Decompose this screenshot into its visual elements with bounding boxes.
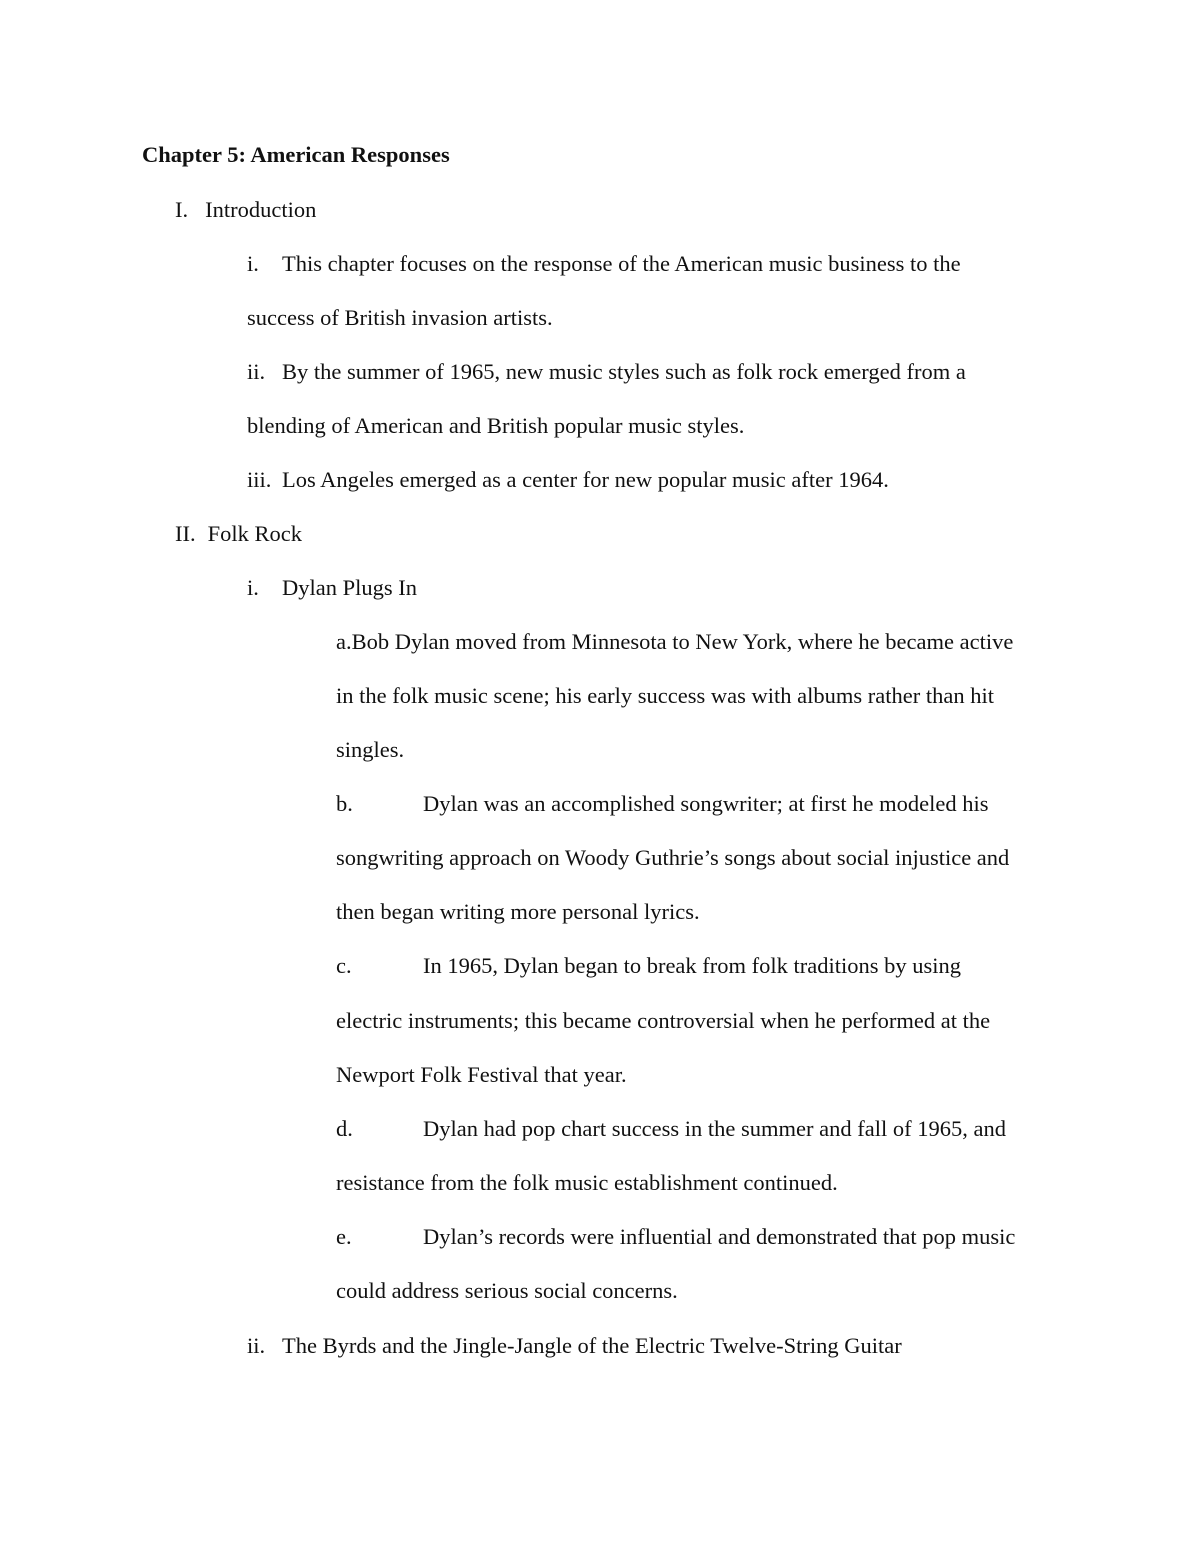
item-continuation: blending of American and British popular music styles. <box>247 413 745 438</box>
sub-item-text: Bob Dylan moved from Minnesota to New York, where he became active <box>351 629 1014 654</box>
item-marker: i. <box>247 251 259 276</box>
list-item <box>247 249 961 279</box>
sub-item-marker: e. <box>336 1224 352 1249</box>
section-heading-introduction <box>175 195 316 225</box>
sub-item-continuation: electric instruments; this became controversial when he performed at the <box>336 1008 991 1033</box>
sub-item <box>336 789 988 819</box>
sub-item-continuation: resistance from the folk music establishment continued. <box>336 1170 838 1195</box>
list-item <box>247 1331 902 1361</box>
sub-item-text: Dylan had pop chart success in the summer and fall of 1965, and <box>423 1116 1006 1141</box>
section-heading-text: Folk Rock <box>207 521 303 546</box>
item-text: This chapter focuses on the response of the American music business to the <box>282 251 961 276</box>
item-marker: ii. <box>247 1333 266 1358</box>
item-text: Dylan Plugs In <box>282 575 417 600</box>
item-continuation: success of British invasion artists. <box>247 305 553 330</box>
list-item <box>247 573 417 603</box>
sub-item-continuation: then began writing more personal lyrics. <box>336 899 700 924</box>
item-text: Los Angeles emerged as a center for new popular music after 1964. <box>282 467 889 492</box>
sub-item-marker: b. <box>336 791 353 816</box>
list-item <box>247 465 889 495</box>
sub-item-continuation: in the folk music scene; his early success was with albums rather than hit <box>336 683 994 708</box>
item-text: The Byrds and the Jingle-Jangle of the Electric Twelve-String Guitar <box>282 1333 902 1358</box>
item-marker: iii. <box>247 467 272 492</box>
section-heading-folk-rock <box>175 519 302 549</box>
section-heading-text: Introduction <box>205 197 317 222</box>
sub-item-marker: c. <box>336 953 352 978</box>
sub-item-continuation: songwriting approach on Woody Guthrie’s songs about social injustice and <box>336 845 1010 870</box>
sub-item <box>336 951 961 981</box>
sub-item-marker: a. <box>336 629 352 654</box>
sub-item-text: Dylan’s records were influential and demonstrated that pop music <box>423 1224 1016 1249</box>
sub-item <box>336 1222 1015 1252</box>
item-marker: ii. <box>247 359 266 384</box>
section-marker: II. <box>175 521 196 546</box>
sub-item-continuation: Newport Folk Festival that year. <box>336 1062 627 1087</box>
sub-item-text: Dylan was an accomplished songwriter; at first he modeled his <box>423 791 989 816</box>
item-text: By the summer of 1965, new music styles such as folk rock emerged from a <box>282 359 966 384</box>
sub-item <box>336 627 1013 657</box>
sub-item-marker: d. <box>336 1116 353 1141</box>
chapter-title: Chapter 5: American Responses <box>142 142 450 167</box>
section-marker: I. <box>175 197 189 222</box>
sub-item-continuation: singles. <box>336 737 405 762</box>
sub-item <box>336 1114 1006 1144</box>
list-item <box>247 357 966 387</box>
sub-item-continuation: could address serious social concerns. <box>336 1278 678 1303</box>
sub-item-text: In 1965, Dylan began to break from folk traditions by using <box>423 953 962 978</box>
item-marker: i. <box>247 575 259 600</box>
